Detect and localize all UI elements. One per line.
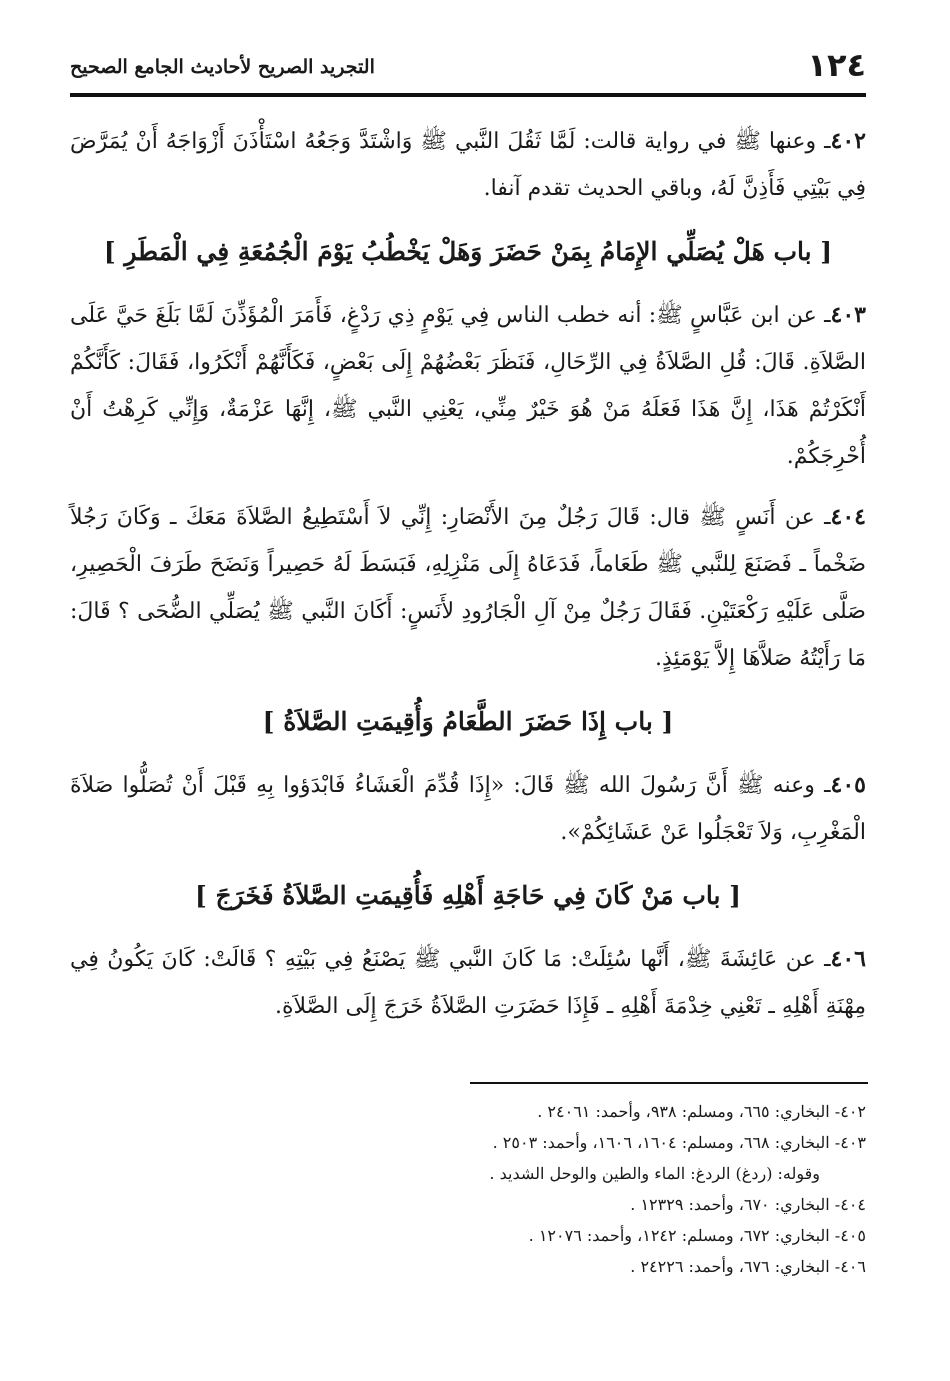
hadith-403 — [70, 292, 866, 480]
header-rule — [70, 93, 866, 97]
page-number: ١٢٤ — [807, 46, 866, 84]
hadith-number: ٤٠٤ — [830, 504, 866, 530]
chapter-heading: [ باب إِذَا حَضَرَ الطَّعَامُ وَأُقِيمَتِ الصَّلاَةُ ] — [262, 707, 674, 736]
hadith-402 — [70, 118, 866, 212]
chapter-heading: [ باب هَلْ يُصَلِّي الإِمَامُ بِمَنْ حَضَرَ وَهَلْ يَخْطُبُ يَوْمَ الْجُمُعَةِ فِي الْمَطَرِ ] — [103, 237, 833, 266]
main-text — [70, 118, 866, 1044]
hadith-number: ٤٠٥ — [830, 772, 866, 798]
hadith-text: ـ عن ابن عَبَّاسٍ ﷺ: أنه خطب الناس فِي يَوْمٍ ذِي رَدْغٍ، فَأَمَرَ الْمُؤَذِّنَ لَمَّا بَلَغَ حَيَّ عَلَى الصَّلاَةِ. قَالَ: قُلِ الصَّلاَةُ فِي الرِّحَالِ، فَنَظَرَ بَعْضُهُمْ إِلَى بَعْضٍ، فَكَأَنَّهُمْ أَنْكَرُوا، فَقَالَ: كَأَنَّكُمْ أَنْكَرْتُمْ هَذَا، إِنَّ هَذَا فَعَلَهُ مَنْ هُوَ خَيْرٌ مِنِّي، يَعْنِي النَّبي ﷺ، إِنَّهَا عَزْمَةٌ، وَإِنِّي كَرِهْتُ أَنْ أُحْرِجَكُمْ. — [70, 303, 866, 469]
hadith-405 — [70, 762, 866, 856]
hadith-number: ٤٠٢ — [830, 128, 866, 154]
footnotes — [70, 1096, 866, 1282]
footnote: ٤٠٢- البخاري: ٦٦٥، ومسلم: ٩٣٨، وأحمد: ٢٤٠٦١ . — [537, 1102, 866, 1121]
hadith-text: ـ عن عَائِشَةَ ﷺ، أَنَّها سُئِلَتْ: مَا كَانَ النَّبي ﷺ يَصْنَعُ فِي بَيْتِهِ ؟ قَالَتْ: كَانَ يَكُونُ فِي مِهْنَةِ أَهْلِهِ ـ تَعْنِي خِدْمَةَ أَهْلِهِ ـ فَإِذَا حَضَرَتِ الصَّلاَةُ خَرَجَ إِلَى الصَّلاَةِ. — [70, 947, 866, 1019]
hadith-406 — [70, 936, 866, 1030]
hadith-text: ـ عن أَنَسٍ ﷺ قال: قَالَ رَجُلٌ مِنَ الأَنْصَارِ: إِنِّي لاَ أَسْتَطِيعُ الصَّلاَةَ مَعَكَ ـ وَكَانَ رَجُلاً ضَخْماً ـ فَصَنَعَ لِلنَّبي ﷺ طَعَاماً، فَدَعَاهُ إِلَى مَنْزِلِهِ، فَبَسَطَ لَهُ حَصِيراً وَنَضَحَ طَرَفَ الْحَصِيرِ، صَلَّى عَلَيْهِ رَكْعَتَيْنِ. فَقَالَ رَجُلٌ مِنْ آلِ الْجَارُودِ لأَنَسٍ: أَكَانَ النَّبي ﷺ يُصَلِّي الضُّحَى ؟ قَالَ: مَا رَأَيْتُهُ صَلاَّهَا إِلاَّ يَوْمَئِذٍ. — [70, 505, 866, 671]
footnote: ٤٠٣- البخاري: ٦٦٨، ومسلم: ١٦٠٤، ١٦٠٦، وأحمد: ٢٥٠٣ . — [492, 1133, 866, 1152]
hadith-number: ٤٠٣ — [830, 302, 866, 328]
footnote: ٤٠٤- البخاري: ٦٧٠، وأحمد: ١٢٣٢٩ . — [630, 1195, 866, 1214]
chapter-heading: [ باب مَنْ كَانَ فِي حَاجَةِ أَهْلِهِ فَأُقِيمَتِ الصَّلاَةُ فَخَرَجَ ] — [195, 881, 741, 910]
footnote-gloss: وقوله: (ردغ) الردغ: الماء والطين والوحل الشديد . — [489, 1164, 820, 1183]
footnote-rule — [470, 1082, 868, 1084]
footnote: ٤٠٥- البخاري: ٦٧٢، ومسلم: ١٢٤٢، وأحمد: ١٢٠٧٦ . — [528, 1226, 866, 1245]
hadith-404 — [70, 494, 866, 682]
page-header — [70, 42, 866, 92]
hadith-text: ـ وعنها ﷺ في رواية قالت: لَمَّا ثَقُلَ النَّبي ﷺ وَاشْتَدَّ وَجَعُهُ اسْتَأْذَنَ أَزْوَاجَهُ أَنْ يُمَرَّضَ فِي بَيْتِي فَأَذِنَّ لَهُ، وباقي الحديث تقدم آنفا. — [70, 129, 866, 201]
hadith-text: ـ وعنه ﷺ أَنَّ رَسُولَ الله ﷺ قَالَ: «إِذَا قُدِّمَ الْعَشَاءُ فَابْدَؤوا بِهِ قَبْلَ أَنْ تُصَلُّوا صَلاَةَ الْمَغْرِبِ، وَلاَ تَعْجَلُوا عَنْ عَشَائِكُمْ». — [70, 773, 866, 845]
footnote: ٤٠٦- البخاري: ٦٧٦، وأحمد: ٢٤٢٢٦ . — [630, 1257, 866, 1276]
running-title: التجريد الصريح لأحاديث الجامع الصحيح — [70, 56, 375, 78]
hadith-number: ٤٠٦ — [830, 946, 866, 972]
